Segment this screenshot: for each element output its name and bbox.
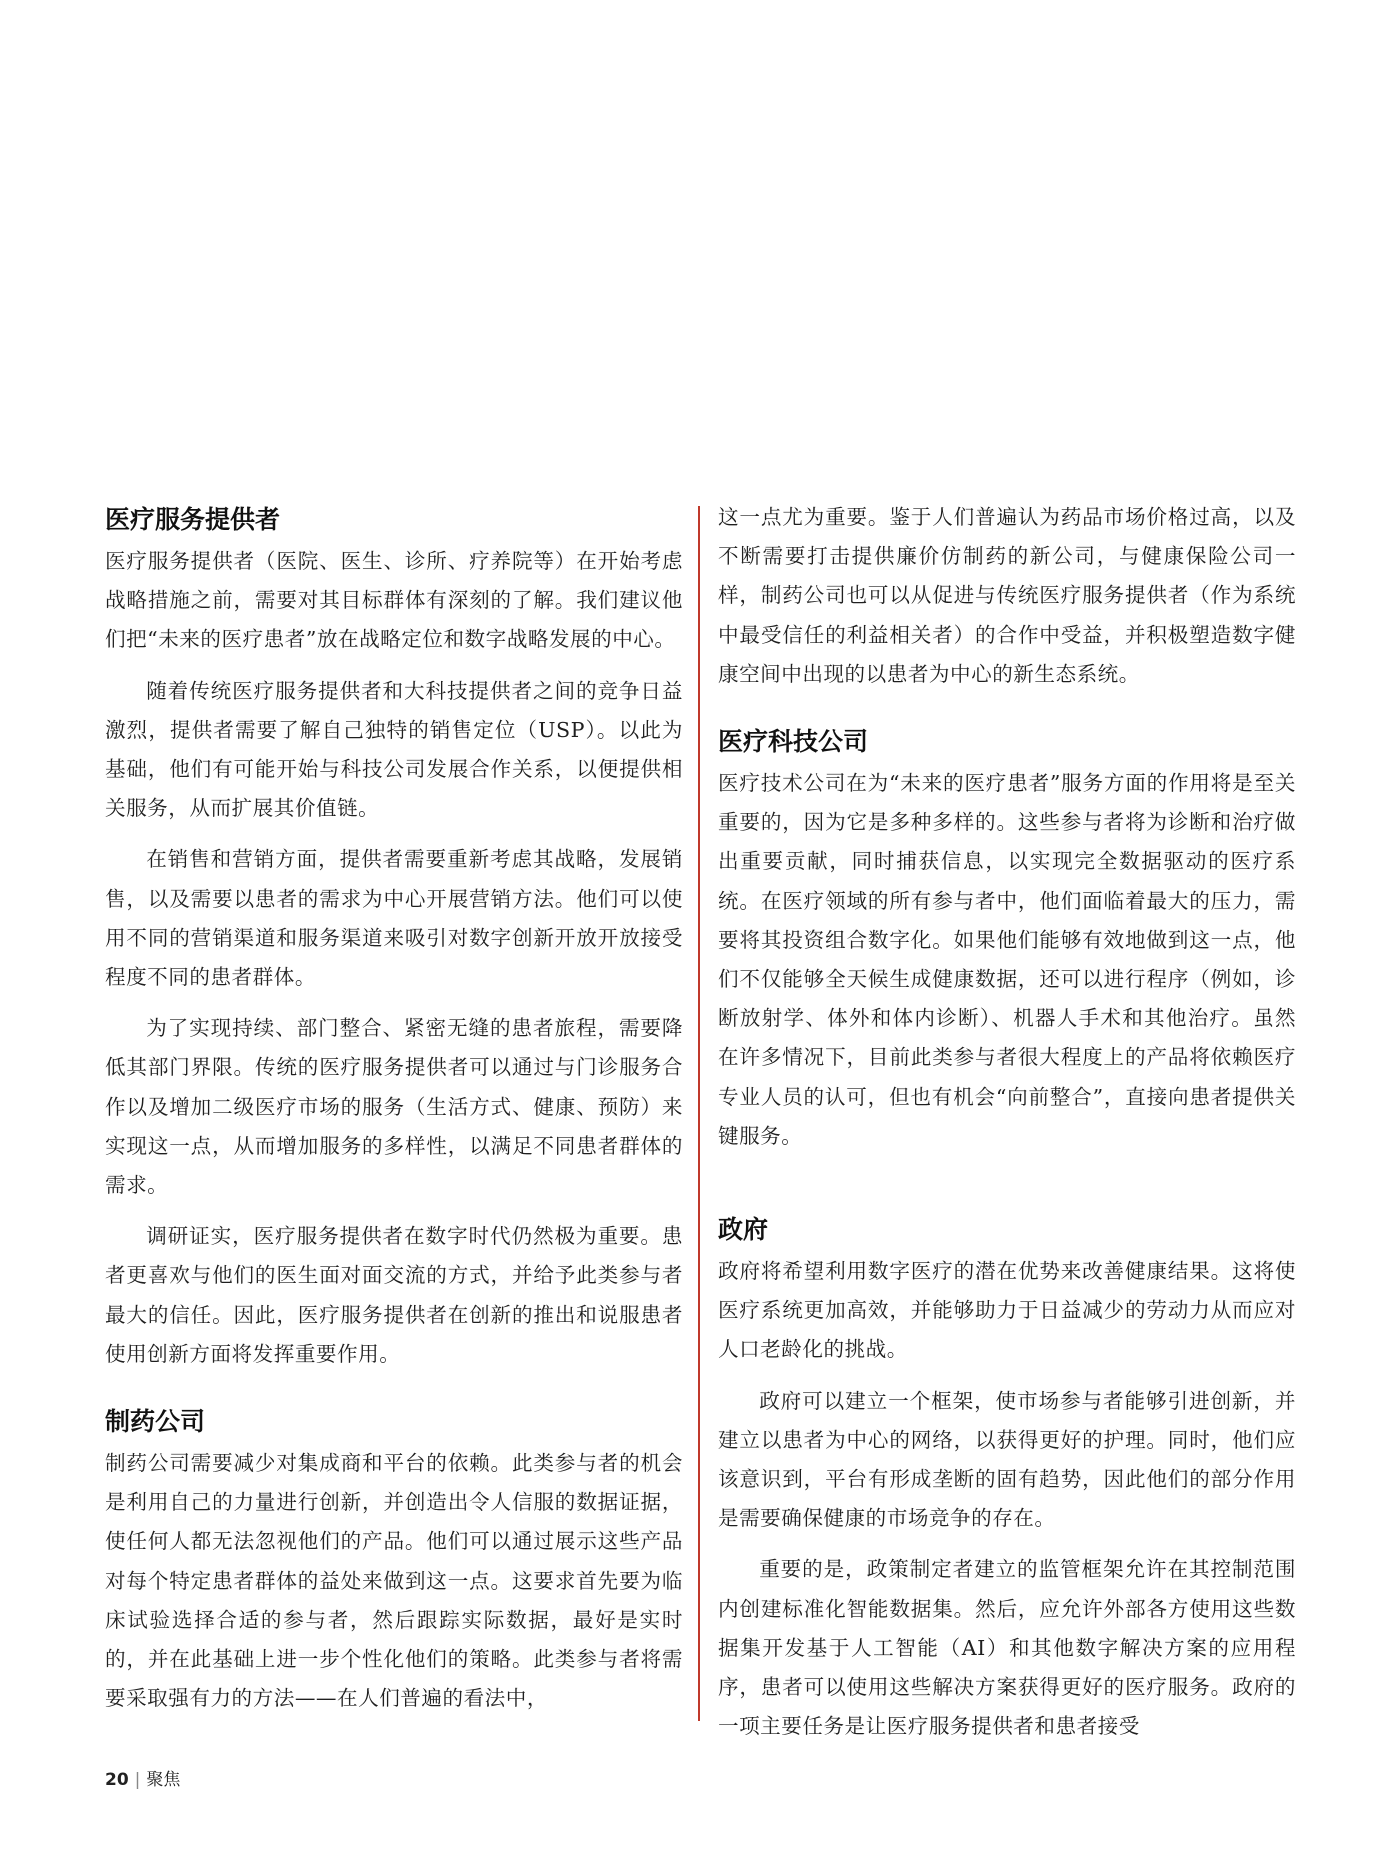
- paragraph: 政府可以建立一个框架，使市场参与者能够引进创新，并建立以患者为中心的网络，以获得更好的护理。同时，他们应该意识到，平台有形成垄断的固有趋势，因此他们的部分作用是需要确保健康的市场竞争的存在。: [718, 1388, 1296, 1531]
- section-name: 聚焦: [146, 1770, 181, 1790]
- paragraph: 这一点尤为重要。鉴于人们普遍认为药品市场价格过高，以及不断需要打击提供廉价仿制药的新公司，与健康保险公司一样，制药公司也可以从促进与传统医疗服务提供者（作为系统中最受信任的利益相关者）的合作中受益，并积极塑造数字健康空间中出现的以患者为中心的新生态系统。: [718, 505, 1296, 686]
- paragraph: 制药公司需要减少对集成商和平台的依赖。此类参与者的机会是利用自己的力量进行创新，并创造出令人信服的数据证据，使任何人都无法忽视他们的产品。他们可以通过展示这些产品对每个特定患者群体的益处来做到这一点。这要求首先要为临床试验选择合适的参与者，然后跟踪实际数据，最好是实时的，并在此基础上进一步个性化他们的策略。此类参与者将需要采取强有力的方法——在人们普遍的看法中，: [105, 1451, 683, 1711]
- column-divider: [698, 506, 700, 1721]
- heading-pharma: 制药公司: [105, 1407, 206, 1437]
- paragraph: 医疗服务提供者（医院、医生、诊所、疗养院等）在开始考虑战略措施之前，需要对其目标群体有深刻的了解。我们建议他们把“未来的医疗患者”放在战略定位和数字战略发展的中心。: [105, 549, 683, 652]
- heading-healthcare-providers: 医疗服务提供者: [105, 505, 281, 534]
- page-footer: [105, 1765, 180, 1790]
- paragraph: 在销售和营销方面，提供者需要重新考虑其战略，发展销售，以及需要以患者的需求为中心开展营销方法。他们可以使用不同的营销渠道和服务渠道来吸引对数字创新开放开放接受程度不同的患者群体。: [105, 847, 683, 990]
- paragraph: 为了实现持续、部门整合、紧密无缝的患者旅程，需要降低其部门界限。传统的医疗服务提供者可以通过与门诊服务合作以及增加二级医疗市场的服务（生活方式、健康、预防）来实现这一点，从而增加服务的多样性，以满足不同患者群体的需求。: [105, 1016, 683, 1198]
- page-number: 20: [105, 1770, 129, 1790]
- left-column: [105, 498, 683, 1718]
- paragraph: 调研证实，医疗服务提供者在数字时代仍然极为重要。患者更喜欢与他们的医生面对面交流的方式，并给予此类参与者最大的信任。因此，医疗服务提供者在创新的推出和说服患者使用创新方面将发挥重要作用。: [105, 1224, 683, 1366]
- paragraph: 重要的是，政策制定者建立的监管框架允许在其控制范围内创建标准化智能数据集。然后，应允许外部各方使用这些数据集开发基于人工智能（AI）和其他数字解决方案的应用程序，患者可以使用这些解决方案获得更好的医疗服务。政府的一项主要任务是让医疗服务提供者和患者接受: [718, 1557, 1296, 1739]
- paragraph: 随着传统医疗服务提供者和大科技提供者之间的竞争日益激烈，提供者需要了解自己独特的销售定位（USP）。以此为基础，他们有可能开始与科技公司发展合作关系，以便提供相关服务，从而扩展其价值链。: [105, 678, 683, 821]
- heading-government: 政府: [718, 1215, 769, 1245]
- heading-medtech: 医疗科技公司: [718, 727, 869, 757]
- paragraph: 政府将希望利用数字医疗的潜在优势来改善健康结果。这将使医疗系统更加高效，并能够助力于日益减少的劳动力从而应对人口老龄化的挑战。: [718, 1259, 1296, 1362]
- footer-separator: |: [134, 1770, 141, 1790]
- right-column: [718, 498, 1296, 1746]
- paragraph: 医疗技术公司在为“未来的医疗患者”服务方面的作用将是至关重要的，因为它是多种多样的。这些参与者将为诊断和治疗做出重要贡献，同时捕获信息，以实现完全数据驱动的医疗系统。在医疗领域的所有参与者中，他们面临着最大的压力，需要将其投资组合数字化。如果他们能够有效地做到这一点，他们不仅能够全天候生成健康数据，还可以进行程序（例如，诊断放射学、体外和体内诊断）、机器人手术和其他治疗。虽然在许多情况下，目前此类参与者很大程度上的产品将依赖医疗专业人员的认可，但也有机会“向前整合”，直接向患者提供关键服务。: [718, 771, 1296, 1148]
